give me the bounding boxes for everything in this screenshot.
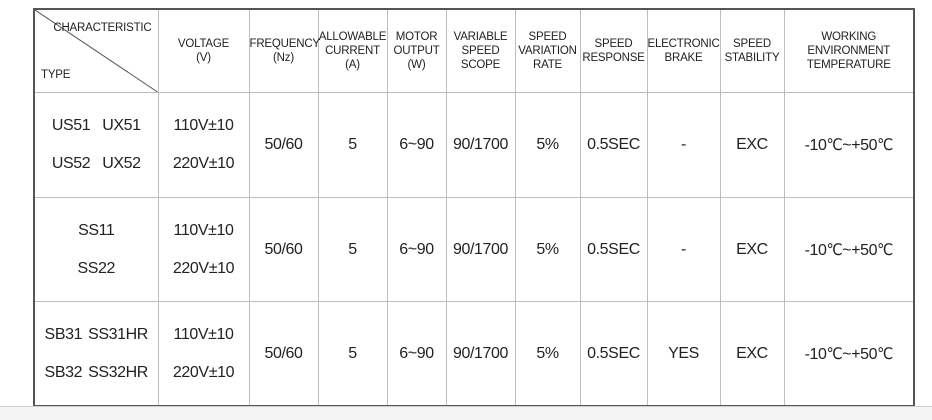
voltage-value: 220V±10 <box>172 155 235 172</box>
voltage-cell <box>158 93 249 198</box>
page-footer-band <box>0 407 932 420</box>
frequency-cell: 50/60 <box>249 198 318 302</box>
header-row <box>34 9 914 93</box>
header-characteristic: CHARACTERISTIC <box>53 22 152 34</box>
table-row <box>34 93 914 198</box>
header-voltage-line: (V) <box>196 52 211 64</box>
header-environment-line: WORKING <box>821 31 877 43</box>
model-line <box>35 364 158 382</box>
brake-cell: - <box>647 93 720 198</box>
voltage-cell <box>158 198 249 302</box>
model-name: SB32 <box>44 363 83 381</box>
header-response-line: SPEED <box>594 38 633 50</box>
current-cell: 5 <box>318 198 387 302</box>
header-voltage <box>158 9 249 93</box>
type-cell <box>34 198 158 302</box>
model-line <box>35 326 158 344</box>
variation-cell: 5% <box>515 302 580 407</box>
header-brake <box>647 9 720 93</box>
header-type: TYPE <box>41 69 71 81</box>
header-stability-line: SPEED <box>733 38 771 50</box>
brake-cell: YES <box>647 302 720 407</box>
environment-cell: -10℃~+50℃ <box>784 198 914 302</box>
table-row <box>34 198 914 302</box>
voltage-value: 110V±10 <box>173 117 234 134</box>
model-line <box>35 155 158 173</box>
header-corner-cell <box>34 9 158 93</box>
header-frequency-line: (Nz) <box>273 52 294 64</box>
header-stability <box>720 9 784 93</box>
scope-cell: 90/1700 <box>446 198 515 302</box>
header-output <box>387 9 446 93</box>
header-response-line: RESPONSE <box>582 52 645 64</box>
header-scope-line: SPEED <box>461 45 500 57</box>
variation-cell: 5% <box>515 198 580 302</box>
header-variation-line: RATE <box>532 59 563 71</box>
header-voltage-line: VOLTAGE <box>177 38 230 50</box>
table-row <box>34 302 914 407</box>
header-frequency <box>249 9 318 93</box>
header-current-line: CURRENT <box>325 45 380 57</box>
model-name: UX51 <box>102 117 141 134</box>
variation-cell: 5% <box>515 93 580 198</box>
header-output-line: (W) <box>407 59 426 71</box>
header-output-line: OUTPUT <box>393 45 440 57</box>
current-cell: 5 <box>318 93 387 198</box>
stability-cell: EXC <box>720 93 784 198</box>
header-scope <box>446 9 515 93</box>
header-stability-line: STABILITY <box>724 52 780 64</box>
model-name: SB31 <box>44 325 83 343</box>
response-cell: 0.5SEC <box>580 198 647 302</box>
header-current-line: ALLOWABLE <box>318 31 387 43</box>
header-environment <box>784 9 914 93</box>
type-cell <box>34 302 158 407</box>
scope-cell: 90/1700 <box>446 93 515 198</box>
stability-cell: EXC <box>720 302 784 407</box>
header-variation-line: VARIATION <box>518 45 577 57</box>
voltage-value: 220V±10 <box>172 363 235 381</box>
header-variation <box>515 9 580 93</box>
header-brake-line: BRAKE <box>664 52 703 64</box>
model-name: SS11 <box>78 221 115 239</box>
model-name: US52 <box>51 155 91 172</box>
brake-cell: - <box>647 198 720 302</box>
response-cell: 0.5SEC <box>580 302 647 407</box>
header-frequency-line: FREQUENCY <box>249 38 320 50</box>
header-output-line: MOTOR <box>395 31 438 43</box>
voltage-value: 220V±10 <box>172 259 235 277</box>
voltage-value: 110V±10 <box>173 325 234 343</box>
output-cell: 6~90 <box>387 302 446 407</box>
stability-cell: EXC <box>720 198 784 302</box>
frequency-cell: 50/60 <box>249 302 318 407</box>
environment-cell: -10℃~+50℃ <box>784 93 914 198</box>
model-name: UX52 <box>102 155 141 172</box>
current-cell: 5 <box>318 302 387 407</box>
response-cell: 0.5SEC <box>580 93 647 198</box>
model-name: SS22 <box>77 259 116 277</box>
header-scope-line: VARIABLE <box>453 31 508 43</box>
header-current <box>318 9 387 93</box>
header-environment-line: TEMPERATURE <box>806 59 891 71</box>
scope-cell: 90/1700 <box>446 302 515 407</box>
voltage-value: 110V±10 <box>173 221 234 239</box>
header-brake-line: ELECTRONIC <box>647 38 720 50</box>
model-name: US51 <box>51 117 91 134</box>
header-scope-line: SCOPE <box>460 59 501 71</box>
header-environment-line: ENVIRONMENT <box>807 45 891 57</box>
output-cell: 6~90 <box>387 198 446 302</box>
environment-cell: -10℃~+50℃ <box>784 302 914 407</box>
header-current-line: (A) <box>345 59 360 71</box>
header-response <box>580 9 647 93</box>
output-cell: 6~90 <box>387 93 446 198</box>
model-name: SS32HR <box>88 363 148 381</box>
motor-spec-table <box>33 8 915 407</box>
header-variation-line: SPEED <box>528 31 567 43</box>
type-cell <box>34 93 158 198</box>
frequency-cell: 50/60 <box>249 93 318 198</box>
model-name: SS31HR <box>88 325 148 343</box>
voltage-cell <box>158 302 249 407</box>
model-line <box>35 117 158 135</box>
